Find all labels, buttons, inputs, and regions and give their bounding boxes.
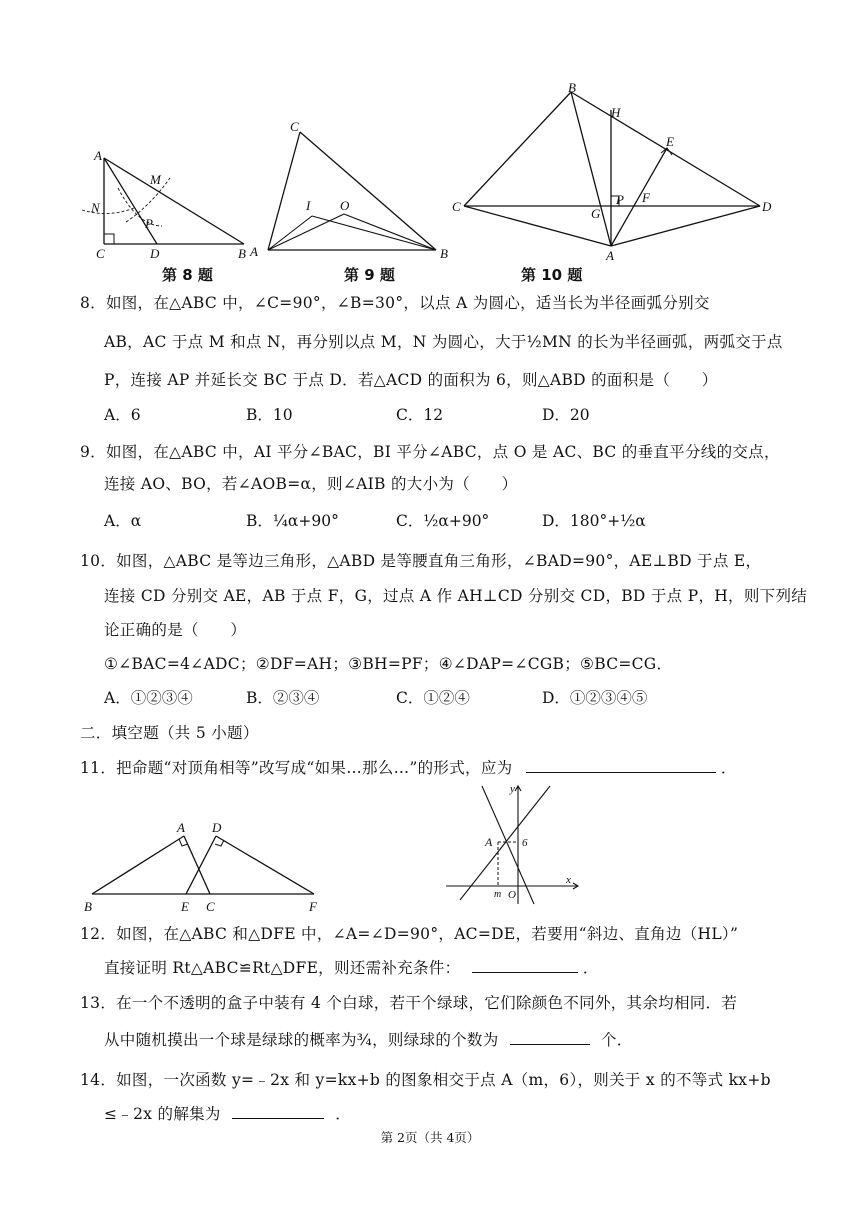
q11-line bbox=[80, 758, 737, 778]
fig8-label: B bbox=[238, 246, 246, 261]
fig14-label: x bbox=[566, 874, 571, 886]
q9-option-a: A．α bbox=[104, 512, 142, 530]
figure-q9 bbox=[240, 112, 460, 264]
fig8-label: N bbox=[91, 200, 100, 215]
section-title-fill-in: 二．填空题（共 5 小题） bbox=[80, 724, 259, 742]
fig14-label: m bbox=[494, 889, 502, 900]
fig9-label: C bbox=[290, 119, 299, 134]
q13-answer-blank[interactable] bbox=[510, 1030, 590, 1045]
fig12-label: C bbox=[206, 899, 215, 914]
fig9-label: B bbox=[440, 246, 448, 261]
fig12-label: A bbox=[177, 820, 185, 835]
q13-end: 个． bbox=[601, 1031, 633, 1049]
fig12-label: B bbox=[84, 899, 92, 914]
q8-option-c: C．12 bbox=[396, 406, 444, 424]
q12-end: ． bbox=[582, 959, 599, 977]
fig14-label: y bbox=[510, 783, 515, 795]
q11-text: 11．把命题“对顶角相等”改写成“如果…那么…”的形式，应为 bbox=[80, 759, 513, 777]
figure-q8 bbox=[78, 148, 256, 266]
q8-line1: 8．如图，在△ABC 中，∠C=90°，∠B=30°，以点 A 为圆心，适当长为半径画弧分别交 bbox=[80, 294, 710, 312]
fig12-label: E bbox=[181, 899, 189, 914]
caption-fig9: 第 9 题 bbox=[344, 266, 395, 284]
fig9-label: I bbox=[306, 198, 311, 213]
q10-option-d: D．①②③④⑤ bbox=[542, 689, 648, 707]
caption-fig8: 第 8 题 bbox=[162, 266, 213, 284]
q10-option-a: A．①②③④ bbox=[104, 689, 193, 707]
q14-answer-blank[interactable] bbox=[232, 1104, 324, 1119]
fig14-label: O bbox=[508, 889, 516, 901]
q12-line2 bbox=[104, 958, 599, 978]
q10-line4: ①∠BAC=4∠ADC；②DF=AH；③BH=PF；④∠DAP=∠CGB；⑤BC=CG． bbox=[104, 655, 673, 673]
q8-option-d: D．20 bbox=[542, 406, 590, 424]
q14-text: ≤﹣2x 的解集为 bbox=[104, 1105, 221, 1123]
caption-fig10: 第 10 题 bbox=[521, 266, 583, 284]
fig8-label: D bbox=[150, 246, 160, 261]
q10-line3: 论正确的是（ ） bbox=[104, 621, 247, 639]
q10-line1: 10．如图，△ABC 是等边三角形，△ABD 是等腰直角三角形，∠BAD=90°，AE⊥BD 于点 E， bbox=[80, 552, 762, 570]
fig10-label: A bbox=[606, 248, 614, 263]
fig8-label: C bbox=[96, 246, 105, 261]
q9-line2: 连接 AO、BO，若∠AOB=α，则∠AIB 的大小为（ ） bbox=[104, 475, 518, 493]
q11-end: ． bbox=[720, 759, 737, 777]
page-footer: 第 2页（共 4页） bbox=[380, 1130, 480, 1145]
q14-line2 bbox=[104, 1104, 351, 1124]
fig14-label: 6 bbox=[522, 837, 528, 849]
q10-option-b: B．②③④ bbox=[246, 689, 320, 707]
q11-answer-blank[interactable] bbox=[526, 758, 716, 773]
fig10-label: E bbox=[666, 134, 674, 149]
fig14-label: A bbox=[485, 835, 493, 849]
q9-option-b: B．¼α+90° bbox=[246, 512, 339, 530]
fig10-label: B bbox=[568, 80, 576, 95]
q13-line1: 13．在一个不透明的盒子中装有 4 个白球，若干个绿球，它们除颜色不同外，其余均相同．若 bbox=[80, 994, 738, 1012]
q12-text: 直接证明 Rt△ABC≌Rt△DFE，则还需补充条件： bbox=[104, 959, 461, 977]
fig10-label: G bbox=[591, 206, 601, 221]
q9-line1: 9．如图，在△ABC 中，AI 平分∠BAC，BI 平分∠ABC，点 O 是 AC、BC 的垂直平分线的交点， bbox=[80, 443, 780, 461]
q10-option-c: C．①②④ bbox=[396, 689, 470, 707]
q8-line3: P，连接 AP 并延长交 BC 于点 D．若△ACD 的面积为 6，则△ABD 的面积是（ ） bbox=[104, 371, 718, 389]
q12-answer-blank[interactable] bbox=[472, 958, 578, 973]
q13-line2 bbox=[104, 1030, 633, 1050]
q12-line1: 12．如图，在△ABC 和△DFE 中，∠A=∠D=90°，AC=DE，若要用“斜边、直角边（HL）” bbox=[80, 925, 739, 943]
q14-line1: 14．如图，一次函数 y=﹣2x 和 y=kx+b 的图象相交于点 A（m，6），则关于 x 的不等式 kx+b bbox=[80, 1071, 771, 1089]
fig10-label: P bbox=[616, 192, 624, 207]
fig10-label: C bbox=[452, 199, 461, 214]
fig8-label: M bbox=[150, 172, 161, 187]
figure-q14 bbox=[438, 780, 590, 906]
q8-option-a: A．6 bbox=[104, 406, 141, 424]
q10-line2: 连接 CD 分别交 AE，AB 于点 F，G，过点 A 作 AH⊥CD 分别交 CD，BD 于点 P，H，则下列结 bbox=[104, 587, 808, 605]
fig10-label: H bbox=[611, 105, 621, 120]
q13-text: 从中随机摸出一个球是绿球的概率为¾，则绿球的个数为 bbox=[104, 1031, 499, 1049]
figure-q10 bbox=[448, 80, 780, 266]
fig9-label: A bbox=[250, 244, 258, 259]
fig12-label: D bbox=[212, 820, 222, 835]
fig10-label: D bbox=[762, 199, 772, 214]
fig9-label: O bbox=[340, 198, 350, 213]
fig12-label: F bbox=[309, 899, 317, 914]
figure-q12 bbox=[78, 814, 328, 916]
q14-end: ． bbox=[335, 1105, 351, 1123]
q8-line2: AB，AC 于点 M 和点 N，再分别以点 M，N 为圆心，大于½MN 的长为半径画弧，两弧交于点 bbox=[104, 333, 783, 351]
fig10-label: F bbox=[642, 190, 650, 205]
fig8-label: A bbox=[94, 148, 102, 163]
fig8-label: P bbox=[145, 216, 153, 231]
q9-option-c: C．½α+90° bbox=[396, 512, 490, 530]
q9-option-d: D．180°+½α bbox=[542, 512, 646, 530]
q8-option-b: B．10 bbox=[246, 406, 293, 424]
